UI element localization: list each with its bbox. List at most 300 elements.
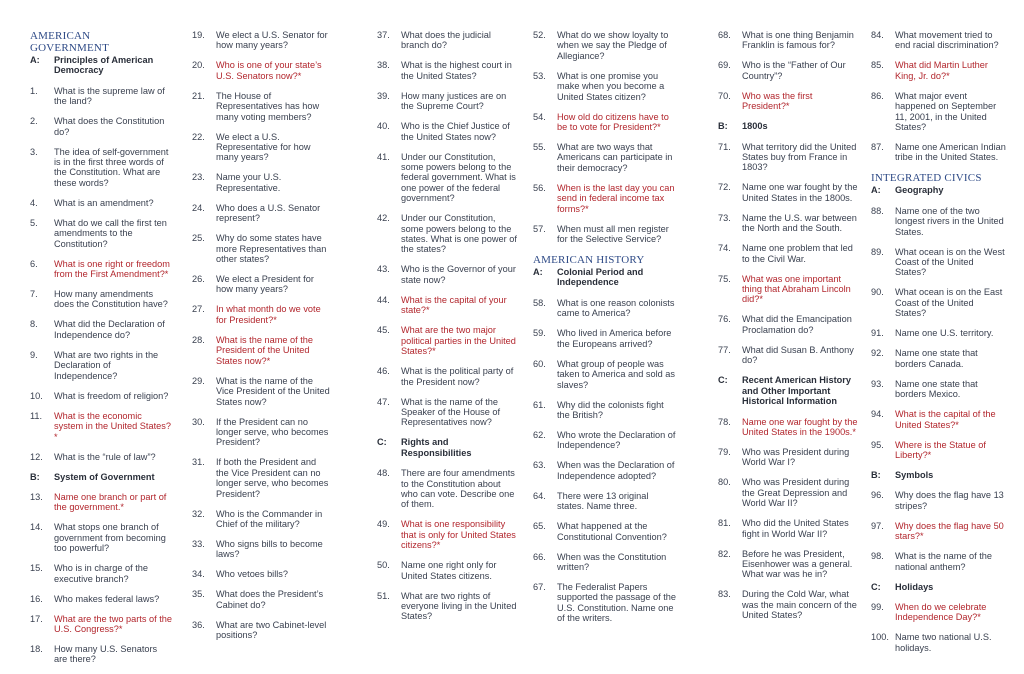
question-text: What territory did the United States buy from France in 1803? <box>742 141 857 173</box>
question-number: 36. <box>192 619 205 630</box>
question-number: 48. <box>377 468 390 479</box>
question-text: Who is the Chief Justice of the United States now? <box>401 121 510 142</box>
question-text: Before he was President, Eisenhower was a general. What war was he in? <box>742 548 853 580</box>
question-number: 68. <box>718 30 731 40</box>
question-text: What are the two parts of the U.S. Congress?* <box>54 613 172 634</box>
question-text: How many amendments does the Constitution have? <box>54 289 168 310</box>
question-text: Who lived in America before the Europeans arrived? <box>557 328 672 349</box>
category-label: Holidays <box>895 581 934 592</box>
section-title-american-history: AMERICAN HISTORY <box>533 254 645 267</box>
question-number: 67. <box>533 581 546 592</box>
question-item-starred <box>377 325 517 356</box>
question-number: 88. <box>871 205 884 216</box>
question-item <box>30 594 172 604</box>
question-item <box>718 60 858 81</box>
question-item <box>533 582 678 624</box>
question-number: 43. <box>377 264 390 275</box>
question-text: What is one right or freedom from the First Amendment?* <box>54 258 170 280</box>
question-number: 28. <box>192 334 205 345</box>
question-item <box>871 490 1006 511</box>
question-item <box>30 391 172 401</box>
question-text: What is the name of the Speaker of the House of Representatives now? <box>401 396 501 428</box>
question-text: What is the “rule of law”? <box>54 451 156 462</box>
question-number: 97. <box>871 520 884 531</box>
question-number: 5. <box>30 217 38 228</box>
question-item-starred <box>871 521 1006 542</box>
question-number: 9. <box>30 349 38 360</box>
question-item <box>718 549 858 580</box>
question-item <box>533 491 678 512</box>
question-item-starred <box>533 112 678 133</box>
question-item-starred <box>30 614 172 635</box>
question-text: We elect a President for how many years? <box>216 274 314 295</box>
question-number: 38. <box>377 60 390 71</box>
question-item <box>192 620 330 641</box>
question-number: 23. <box>192 172 205 183</box>
question-item <box>377 121 517 142</box>
question-number: 17. <box>30 613 43 624</box>
question-item <box>377 264 517 285</box>
question-text: Name one U.S. territory. <box>895 328 994 339</box>
question-number: 90. <box>871 287 884 298</box>
question-number: 22. <box>192 131 205 142</box>
question-text: Name the U.S. war between the North and the South. <box>742 212 857 234</box>
question-number: 1. <box>30 85 38 96</box>
question-item <box>377 30 517 51</box>
question-item <box>718 589 858 620</box>
question-number: 55. <box>533 142 546 153</box>
question-text: Who vetoes bills? <box>216 569 289 580</box>
question-number: 86. <box>871 90 884 101</box>
category-heading <box>871 582 1006 592</box>
question-text: What is the supreme law of the land? <box>54 85 165 107</box>
question-number: 62. <box>533 429 546 440</box>
question-item <box>718 477 858 508</box>
question-number: 96. <box>871 490 884 501</box>
question-text: Who was the first President?* <box>742 90 813 112</box>
question-item <box>871 206 1006 237</box>
question-item <box>377 560 517 581</box>
question-text: Name one problem that led to the Civil War. <box>742 243 853 264</box>
question-number: 53. <box>533 70 546 81</box>
question-item <box>533 521 678 542</box>
question-item <box>533 359 678 390</box>
question-text: What was one important thing that Abraham Lincoln did?* <box>742 273 851 305</box>
question-text: How many U.S. Senators are there? <box>54 643 158 665</box>
question-number: 14. <box>30 522 43 533</box>
question-item <box>192 417 330 448</box>
question-number: 93. <box>871 378 884 389</box>
column-6 <box>871 30 1006 663</box>
question-text: If both the President and the Vice President can no longer serve, who becomes President? <box>216 457 329 499</box>
question-number: 33. <box>192 538 205 549</box>
category-letter: A: <box>30 55 40 65</box>
question-number: 84. <box>871 30 884 40</box>
question-item <box>718 243 858 264</box>
question-text: Who makes federal laws? <box>54 593 160 604</box>
question-number: 50. <box>377 560 390 571</box>
question-text: We elect a U.S. Senator for how many years? <box>216 30 328 51</box>
question-text: What ocean is on the East Coast of the United States? <box>895 287 1003 319</box>
question-number: 37. <box>377 30 390 40</box>
section-title-american-government: AMERICAN GOVERNMENT <box>30 30 109 54</box>
question-text: Who signs bills to become laws? <box>216 538 323 560</box>
question-item <box>30 350 172 381</box>
question-item <box>533 71 678 102</box>
question-number: 8. <box>30 319 38 330</box>
question-number: 89. <box>871 246 884 257</box>
category-label: Principles of American Democracy <box>54 55 154 76</box>
question-number: 51. <box>377 590 390 601</box>
question-item-starred <box>192 60 330 81</box>
question-number: 63. <box>533 460 546 471</box>
question-text: There were 13 original states. Name three. <box>557 490 649 512</box>
category-letter: C: <box>871 581 881 592</box>
question-text: Name one war fought by the United States in the 1800s. <box>742 182 858 203</box>
question-number: 21. <box>192 90 205 101</box>
question-text: When must all men register for the Selective Service? <box>557 223 669 245</box>
question-text: What major event happened on September 11, 2001, in the United States? <box>895 90 997 133</box>
category-heading <box>718 121 858 131</box>
question-number: 77. <box>718 344 731 355</box>
question-number: 13. <box>30 491 43 502</box>
question-text: Who wrote the Declaration of Independence? <box>557 429 676 451</box>
question-number: 58. <box>533 297 546 308</box>
question-item <box>718 182 858 203</box>
question-item <box>377 60 517 81</box>
question-number: 81. <box>718 518 731 529</box>
category-letter: B: <box>871 469 881 480</box>
question-item <box>30 319 172 340</box>
category-letter: B: <box>30 471 40 482</box>
question-text: When do we celebrate Independence Day?* <box>895 601 987 623</box>
question-item <box>718 518 858 539</box>
category-label: Colonial Period and Independence <box>557 267 644 288</box>
question-number: 6. <box>30 258 38 269</box>
question-number: 98. <box>871 551 884 562</box>
question-number: 76. <box>718 314 731 325</box>
question-item <box>377 591 517 622</box>
question-text: What are two rights of everyone living in the United States? <box>401 590 517 622</box>
question-item <box>30 86 172 107</box>
question-item <box>718 314 858 335</box>
question-item <box>30 522 172 553</box>
question-item-starred <box>192 304 330 325</box>
question-text: What is the economic system in the United States?* <box>54 410 171 442</box>
column-5 <box>718 30 858 630</box>
question-number: 100. <box>871 632 889 643</box>
question-text: Why do some states have more Representatives than other states? <box>216 233 327 265</box>
question-text: Where is the Statue of Liberty?* <box>895 439 986 460</box>
question-item-starred <box>718 91 858 112</box>
category-heading <box>377 437 517 458</box>
question-item <box>871 379 1006 400</box>
question-item <box>533 328 678 349</box>
question-number: 47. <box>377 396 390 407</box>
question-text: The House of Representatives has how many voting members? <box>216 90 320 122</box>
question-text: What stops one branch of government from becoming too powerful? <box>54 522 166 554</box>
question-text: What did Martin Luther King, Jr. do?* <box>895 60 988 81</box>
question-text: Who was President during World War I? <box>742 446 850 468</box>
question-number: 78. <box>718 416 731 427</box>
question-number: 4. <box>30 197 38 208</box>
question-item <box>377 213 517 255</box>
question-text: What is one reason colonists came to America? <box>557 297 675 319</box>
question-number: 46. <box>377 366 390 377</box>
question-item <box>533 30 678 61</box>
question-item <box>871 551 1006 572</box>
question-item-starred <box>718 417 858 438</box>
category-label: Geography <box>895 185 944 196</box>
question-number: 56. <box>533 182 546 193</box>
question-number: 20. <box>192 60 205 71</box>
question-item <box>871 348 1006 369</box>
question-number: 27. <box>192 304 205 315</box>
question-number: 60. <box>533 358 546 369</box>
question-text: We elect a U.S. Representative for how many years? <box>216 131 311 163</box>
question-text: Name one state that borders Canada. <box>895 348 978 369</box>
question-item <box>192 539 330 560</box>
question-number: 83. <box>718 589 731 600</box>
question-text: The idea of self-government is in the first three words of the Constitution. What are these words? <box>54 146 169 188</box>
question-text: What does the President’s Cabinet do? <box>216 589 324 610</box>
question-item <box>377 468 517 510</box>
question-number: 69. <box>718 60 731 71</box>
question-text: Who did the United States fight in World War II? <box>742 518 849 539</box>
question-item <box>192 457 330 499</box>
question-text: How old do citizens have to be to vote for President?* <box>557 111 669 133</box>
question-text: Who is in charge of the executive branch? <box>54 563 148 584</box>
question-text: What is the capital of your state?* <box>401 294 507 316</box>
question-number: 87. <box>871 142 884 153</box>
question-text: Name one war fought by the United States in the 1900s.* <box>742 416 858 437</box>
question-item <box>30 644 172 665</box>
category-heading <box>533 267 678 288</box>
question-text: What happened at the Constitutional Convention? <box>557 521 667 542</box>
question-text: What are the two major political parties in the United States?* <box>401 325 516 357</box>
category-label: 1800s <box>742 121 768 132</box>
question-item <box>871 30 1006 51</box>
question-number: 71. <box>718 141 731 152</box>
question-item <box>718 447 858 468</box>
question-text: What is one responsibility that is only for United States citizens?* <box>401 519 516 551</box>
question-number: 29. <box>192 375 205 386</box>
question-item <box>718 213 858 234</box>
question-text: What do we show loyalty to when we say the Pledge of Allegiance? <box>557 30 669 61</box>
question-item <box>192 30 330 51</box>
question-number: 61. <box>533 399 546 410</box>
question-text: How many justices are on the Supreme Court? <box>401 90 507 112</box>
question-text: Who is one of your state’s U.S. Senators now?* <box>216 60 322 81</box>
question-text: What are two Cabinet-level positions? <box>216 619 327 641</box>
question-number: 57. <box>533 223 546 234</box>
question-number: 10. <box>30 390 43 401</box>
question-item <box>192 172 330 193</box>
question-item <box>192 589 330 610</box>
question-item-starred <box>871 409 1006 430</box>
question-item <box>30 198 172 208</box>
question-text: What does the judicial branch do? <box>401 30 491 51</box>
question-number: 74. <box>718 243 731 254</box>
question-number: 32. <box>192 508 205 519</box>
question-text: What movement tried to end racial discrimination? <box>895 30 999 51</box>
question-text: When was the Declaration of Independence adopted? <box>557 460 675 481</box>
question-text: What is one thing Benjamin Franklin is famous for? <box>742 30 854 51</box>
question-item-starred <box>377 519 517 550</box>
question-text: What is the name of the Vice President of the United States now? <box>216 375 330 407</box>
question-text: Why does the flag have 50 stars?* <box>895 520 1004 542</box>
category-label: Rights and Responsibilities <box>401 437 472 458</box>
question-item <box>871 247 1006 278</box>
question-item <box>718 30 858 51</box>
question-text: Name one branch or part of the government.* <box>54 491 167 513</box>
question-number: 11. <box>30 410 43 421</box>
question-item-starred <box>871 602 1006 623</box>
question-number: 94. <box>871 409 884 420</box>
question-item-starred <box>30 411 172 442</box>
question-text: If the President can no longer serve, who becomes President? <box>216 416 329 448</box>
question-number: 72. <box>718 182 731 193</box>
question-text: What ocean is on the West Coast of the United States? <box>895 246 1005 278</box>
question-item-starred <box>30 492 172 513</box>
question-number: 40. <box>377 121 390 132</box>
question-item <box>30 452 172 462</box>
question-item <box>533 400 678 421</box>
question-number: 54. <box>533 111 546 122</box>
question-item <box>192 233 330 264</box>
question-item <box>377 397 517 428</box>
question-text: What do we call the first ten amendments to the Constitution? <box>54 217 167 249</box>
question-number: 45. <box>377 325 390 336</box>
question-number: 75. <box>718 273 731 284</box>
question-number: 64. <box>533 490 546 501</box>
category-label: System of Government <box>54 471 155 482</box>
question-text: What is an amendment? <box>54 197 154 208</box>
question-text: Under our Constitution, some powers belong to the federal government. What is one power of the federal government? <box>401 151 516 204</box>
question-number: 39. <box>377 90 390 101</box>
question-item <box>192 509 330 530</box>
question-item-starred <box>718 274 858 305</box>
question-text: The Federalist Papers supported the passage of the U.S. Constitution. Name one of the writers. <box>557 581 677 624</box>
question-text: Who is the Governor of your state now? <box>401 264 516 285</box>
question-number: 24. <box>192 202 205 213</box>
question-item <box>871 91 1006 133</box>
question-number: 65. <box>533 521 546 532</box>
question-item <box>30 289 172 310</box>
question-text: What is the capital of the United States?* <box>895 409 996 430</box>
column-3 <box>377 30 517 631</box>
question-text: What are two rights in the Declaration of Independence? <box>54 349 159 381</box>
question-item <box>533 224 678 245</box>
question-number: 85. <box>871 60 884 71</box>
question-item <box>871 328 1006 338</box>
question-text: Name one right only for United States citizens. <box>401 560 497 581</box>
category-heading <box>871 185 1006 195</box>
question-text: What did the Emancipation Proclamation do? <box>742 314 852 335</box>
question-text: During the Cold War, what was the main concern of the United States? <box>742 589 857 621</box>
question-number: 66. <box>533 551 546 562</box>
question-item <box>871 632 1006 653</box>
question-number: 12. <box>30 451 43 462</box>
question-item <box>377 91 517 112</box>
question-item <box>192 274 330 295</box>
question-text: Name one of the two longest rivers in the United States. <box>895 205 1004 237</box>
question-item-starred <box>871 60 1006 81</box>
question-item-starred <box>377 295 517 316</box>
question-number: 49. <box>377 519 390 530</box>
question-number: 73. <box>718 212 731 223</box>
question-number: 7. <box>30 289 38 300</box>
question-text: What does the Constitution do? <box>54 116 165 137</box>
question-item <box>30 218 172 249</box>
question-item <box>192 569 330 579</box>
question-item <box>30 147 172 189</box>
question-item-starred <box>871 440 1006 461</box>
question-text: Under our Constitution, some powers belong to the states. What is one power of the states? <box>401 213 517 255</box>
column-4 <box>533 30 678 633</box>
question-number: 16. <box>30 593 43 604</box>
question-item <box>533 552 678 573</box>
question-number: 18. <box>30 643 43 654</box>
question-number: 42. <box>377 213 390 224</box>
question-text: What is the name of the national anthem? <box>895 551 993 572</box>
question-item <box>533 298 678 319</box>
category-letter: C: <box>718 375 728 386</box>
question-item <box>192 132 330 163</box>
question-number: 95. <box>871 439 884 450</box>
question-item-starred <box>533 183 678 214</box>
category-heading <box>871 470 1006 480</box>
question-text: When was the Constitution written? <box>557 551 667 572</box>
question-text: In what month do we vote for President?* <box>216 304 321 325</box>
question-item <box>871 142 1006 163</box>
question-number: 70. <box>718 90 731 101</box>
question-number: 99. <box>871 601 884 612</box>
question-item-starred <box>30 259 172 280</box>
column-2 <box>192 30 330 650</box>
question-item <box>192 376 330 407</box>
question-number: 44. <box>377 294 390 305</box>
question-item <box>192 91 330 122</box>
category-letter: C: <box>377 437 387 448</box>
question-text: What did the Declaration of Independence do? <box>54 319 165 340</box>
category-label: Symbols <box>895 469 934 480</box>
question-item <box>377 366 517 387</box>
section-title-integrated-civics: INTEGRATED CIVICS <box>871 172 982 185</box>
question-text: What did Susan B. Anthony do? <box>742 344 854 366</box>
question-number: 41. <box>377 151 390 162</box>
question-number: 80. <box>718 477 731 488</box>
question-number: 3. <box>30 146 38 157</box>
question-number: 19. <box>192 30 205 40</box>
category-letter: B: <box>718 121 728 132</box>
category-letter: A: <box>533 267 543 278</box>
question-number: 30. <box>192 416 205 427</box>
question-item <box>718 142 858 173</box>
category-letter: A: <box>871 185 881 196</box>
question-text: What is freedom of religion? <box>54 390 169 401</box>
question-number: 52. <box>533 30 546 40</box>
question-text: What are two ways that Americans can participate in their democracy? <box>557 142 673 173</box>
question-number: 92. <box>871 348 884 359</box>
question-number: 82. <box>718 548 731 559</box>
question-text: What is the political party of the President now? <box>401 366 514 387</box>
question-number: 59. <box>533 328 546 339</box>
question-item <box>377 152 517 204</box>
question-item <box>30 563 172 584</box>
question-number: 25. <box>192 233 205 244</box>
question-number: 31. <box>192 457 205 468</box>
